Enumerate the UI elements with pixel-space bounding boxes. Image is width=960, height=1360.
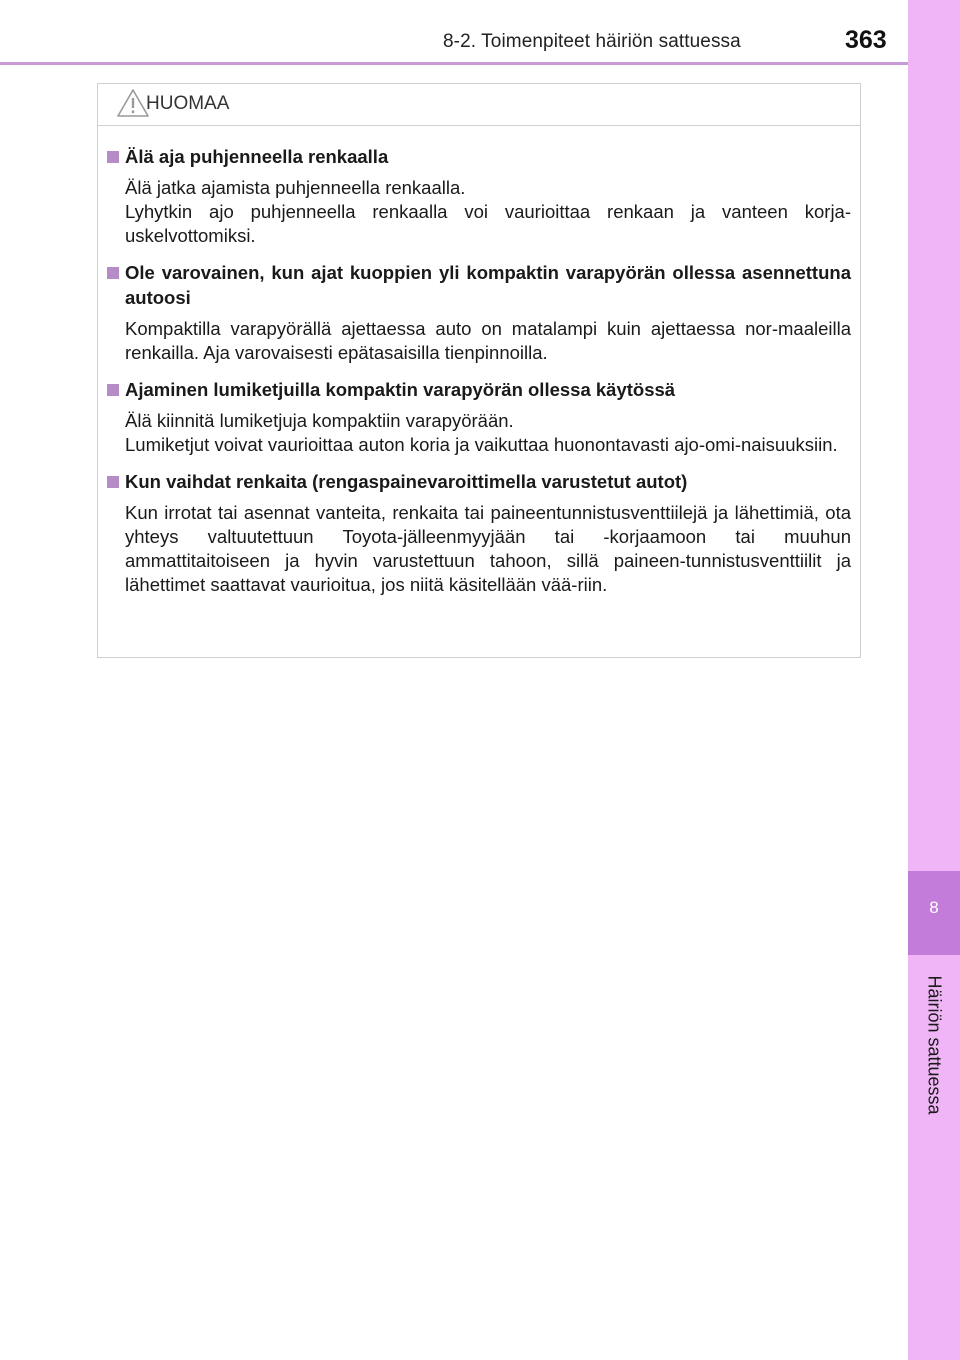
notice-item (107, 377, 851, 457)
notice-body (98, 126, 860, 597)
chapter-number: 8 (929, 898, 939, 917)
item-title: Älä aja puhjenneella renkaalla (125, 146, 389, 167)
notice-header (98, 84, 860, 126)
notice-label: HUOMAA (146, 93, 230, 114)
notice-item (107, 469, 851, 597)
square-bullet-icon (107, 151, 119, 163)
square-bullet-icon (107, 267, 119, 279)
header-rule (0, 62, 908, 65)
item-heading (107, 469, 851, 494)
chapter-side-tab (908, 0, 960, 1360)
item-text: Älä kiinnitä lumiketjuja kompaktiin varapyörään. Lumiketjut voivat vaurioittaa auton koria ja vaikuttaa huonontavasti ajo-omi-naisuuksiin. (125, 410, 838, 455)
caution-notice-box (97, 83, 861, 658)
item-text: Kompaktilla varapyörällä ajettaessa auto on matalampi kuin ajettaessa nor-maaleilla renkailla. Aja varovaisesti epätasaisilla tienpinnoilla. (125, 318, 851, 363)
notice-item (107, 144, 851, 248)
item-heading (107, 144, 851, 169)
item-heading (107, 377, 851, 402)
item-title: Kun vaihdat renkaita (rengaspainevaroittimella varustetut autot) (125, 471, 688, 492)
item-text: Älä jatka ajamista puhjenneella renkaalla. Lyhytkin ajo puhjenneella renkaalla voi vaurioittaa renkaan ja vanteen korja-uskelvottomiksi. (125, 177, 851, 246)
chapter-label: Häiriön sattuessa (924, 975, 945, 1115)
item-text: Kun irrotat tai asennat vanteita, renkaita tai paineentunnistusventtiilejä ja lähettimiä, ota yhteys valtuutettuun Toyota-jälleenmyyjään tai -korjaamoon tai muuhun ammattitaitoiseen ja hyvin varustettuun tahoon, sillä paineen-tunnistusventtiilit ja lähettimet saattavat vaurioitua, jos niitä käsitellään vää-riin. (125, 502, 851, 595)
item-heading (107, 260, 851, 310)
item-title: Ajaminen lumiketjuilla kompaktin varapyörän ollessa käytössä (125, 379, 676, 400)
square-bullet-icon (107, 384, 119, 396)
notice-item (107, 260, 851, 365)
warning-triangle-icon (116, 88, 150, 118)
item-title: Ole varovainen, kun ajat kuoppien yli kompaktin varapyörän ollessa asennettuna autoosi (125, 262, 851, 308)
section-title: 8-2. Toimenpiteet häiriön sattuessa (443, 31, 741, 52)
page-number: 363 (845, 26, 887, 54)
square-bullet-icon (107, 476, 119, 488)
